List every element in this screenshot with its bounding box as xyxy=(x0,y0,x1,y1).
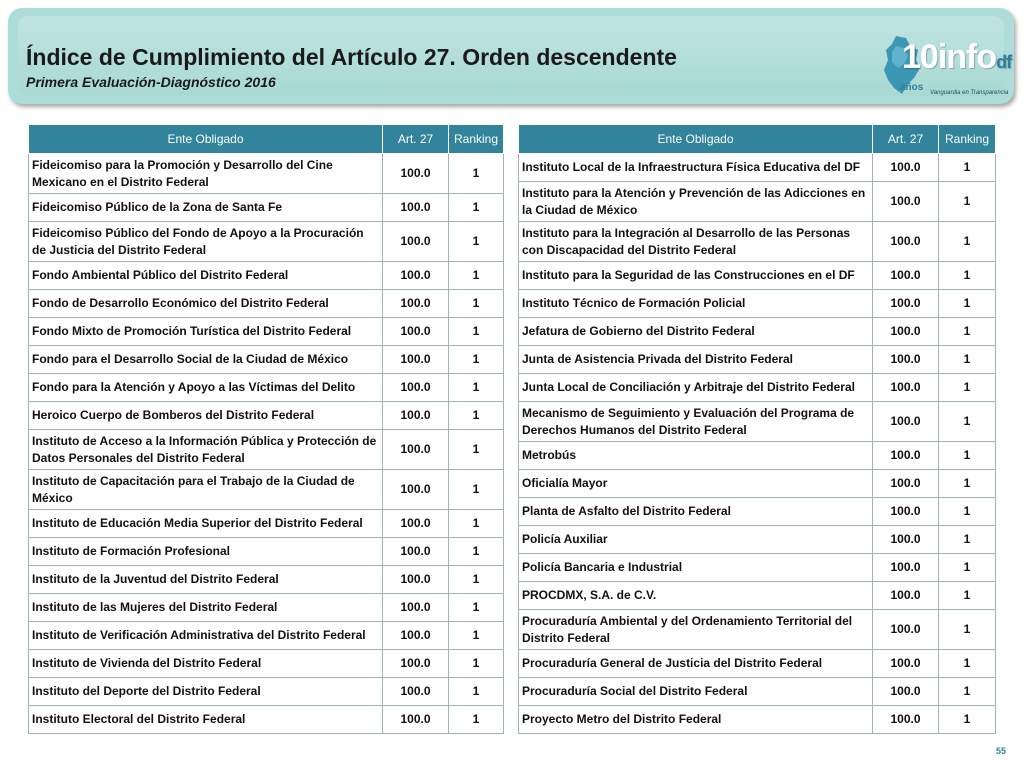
art-27-cell: 100.0 xyxy=(873,154,939,182)
table-row xyxy=(519,222,996,262)
ranking-cell: 1 xyxy=(939,346,996,374)
art-27-cell: 100.0 xyxy=(383,402,449,430)
art-27-cell: 100.0 xyxy=(873,262,939,290)
entity-cell: Policía Auxiliar xyxy=(519,526,873,554)
ranking-cell: 1 xyxy=(449,594,504,622)
table-row xyxy=(519,290,996,318)
art-27-cell: 100.0 xyxy=(383,290,449,318)
art-27-cell: 100.0 xyxy=(383,594,449,622)
logo-tagline: Vanguardia en Transparencia xyxy=(930,90,1009,96)
entity-cell: Instituto para la Atención y Prevención de las Adicciones en la Ciudad de México xyxy=(519,182,873,222)
entity-cell: Instituto Electoral del Distrito Federal xyxy=(29,706,383,734)
art-27-cell: 100.0 xyxy=(873,554,939,582)
table-row xyxy=(519,678,996,706)
ranking-cell: 1 xyxy=(449,650,504,678)
entity-cell: Instituto de la Juventud del Distrito Federal xyxy=(29,566,383,594)
art-27-cell: 100.0 xyxy=(383,154,449,194)
entity-cell: Fondo Mixto de Promoción Turística del Distrito Federal xyxy=(29,318,383,346)
entity-cell: Instituto de Capacitación para el Trabajo de la Ciudad de México xyxy=(29,470,383,510)
page-subtitle: Primera Evaluación-Diagnóstico 2016 xyxy=(26,74,276,90)
entity-cell: Fondo para el Desarrollo Social de la Ciudad de México xyxy=(29,346,383,374)
ranking-cell: 1 xyxy=(939,610,996,650)
art-27-cell: 100.0 xyxy=(383,706,449,734)
entity-cell: Instituto Técnico de Formación Policial xyxy=(519,290,873,318)
table-row xyxy=(519,262,996,290)
art-27-cell: 100.0 xyxy=(383,538,449,566)
table-row xyxy=(29,650,504,678)
table-row xyxy=(519,554,996,582)
ranking-cell: 1 xyxy=(449,706,504,734)
header-ente-obligado: Ente Obligado xyxy=(29,125,383,154)
table-row xyxy=(29,510,504,538)
table-row xyxy=(29,430,504,470)
ranking-cell: 1 xyxy=(939,290,996,318)
art-27-cell: 100.0 xyxy=(383,262,449,290)
art-27-cell: 100.0 xyxy=(873,678,939,706)
entity-cell: PROCDMX, S.A. de C.V. xyxy=(519,582,873,610)
table-row xyxy=(29,470,504,510)
title-banner xyxy=(8,8,1014,104)
table-row xyxy=(519,182,996,222)
ranking-cell: 1 xyxy=(449,222,504,262)
art-27-cell: 100.0 xyxy=(383,470,449,510)
entity-cell: Instituto para la Seguridad de las Construcciones en el DF xyxy=(519,262,873,290)
ranking-cell: 1 xyxy=(939,498,996,526)
entity-cell: Instituto de Educación Media Superior del Distrito Federal xyxy=(29,510,383,538)
table-row xyxy=(519,154,996,182)
table-row xyxy=(519,706,996,734)
table-row xyxy=(29,622,504,650)
ranking-table-right xyxy=(518,124,996,734)
art-27-cell: 100.0 xyxy=(873,318,939,346)
entity-cell: Planta de Asfalto del Distrito Federal xyxy=(519,498,873,526)
entity-cell: Fideicomiso para la Promoción y Desarrollo del Cine Mexicano en el Distrito Federal xyxy=(29,154,383,194)
logo-wordmark: 10infodf xyxy=(902,38,1012,76)
entity-cell: Procuraduría General de Justicia del Distrito Federal xyxy=(519,650,873,678)
art-27-cell: 100.0 xyxy=(873,374,939,402)
art-27-cell: 100.0 xyxy=(873,706,939,734)
header-art-27: Art. 27 xyxy=(873,125,939,154)
art-27-cell: 100.0 xyxy=(383,510,449,538)
table-row xyxy=(519,402,996,442)
table-row xyxy=(29,594,504,622)
table-row xyxy=(29,318,504,346)
art-27-cell: 100.0 xyxy=(383,650,449,678)
entity-cell: Proyecto Metro del Distrito Federal xyxy=(519,706,873,734)
header-ranking: Ranking xyxy=(449,125,504,154)
art-27-cell: 100.0 xyxy=(383,374,449,402)
table-row xyxy=(29,678,504,706)
entity-cell: Fondo para la Atención y Apoyo a las Víctimas del Delito xyxy=(29,374,383,402)
table-row xyxy=(519,470,996,498)
art-27-cell: 100.0 xyxy=(873,582,939,610)
art-27-cell: 100.0 xyxy=(383,430,449,470)
entity-cell: Instituto del Deporte del Distrito Federal xyxy=(29,678,383,706)
art-27-cell: 100.0 xyxy=(383,318,449,346)
ranking-cell: 1 xyxy=(939,582,996,610)
art-27-cell: 100.0 xyxy=(873,222,939,262)
table-row xyxy=(519,442,996,470)
art-27-cell: 100.0 xyxy=(383,622,449,650)
logo-anos: años xyxy=(900,82,924,93)
entity-cell: Instituto de las Mujeres del Distrito Federal xyxy=(29,594,383,622)
table-row xyxy=(29,290,504,318)
art-27-cell: 100.0 xyxy=(873,442,939,470)
ranking-cell: 1 xyxy=(449,678,504,706)
table-row xyxy=(29,222,504,262)
table-row xyxy=(29,154,504,194)
ranking-cell: 1 xyxy=(939,262,996,290)
ranking-cell: 1 xyxy=(939,554,996,582)
art-27-cell: 100.0 xyxy=(873,290,939,318)
header-ente-obligado: Ente Obligado xyxy=(519,125,873,154)
entity-cell: Junta Local de Conciliación y Arbitraje del Distrito Federal xyxy=(519,374,873,402)
entity-cell: Metrobús xyxy=(519,442,873,470)
table-row xyxy=(519,610,996,650)
art-27-cell: 100.0 xyxy=(873,610,939,650)
entity-cell: Policía Bancaria e Industrial xyxy=(519,554,873,582)
entity-cell: Fondo Ambiental Público del Distrito Federal xyxy=(29,262,383,290)
art-27-cell: 100.0 xyxy=(873,346,939,374)
entity-cell: Instituto de Verificación Administrativa del Distrito Federal xyxy=(29,622,383,650)
entity-cell: Junta de Asistencia Privada del Distrito Federal xyxy=(519,346,873,374)
table-row xyxy=(519,374,996,402)
ranking-cell: 1 xyxy=(939,442,996,470)
ranking-cell: 1 xyxy=(449,402,504,430)
entity-cell: Procuraduría Ambiental y del Ordenamiento Territorial del Distrito Federal xyxy=(519,610,873,650)
art-27-cell: 100.0 xyxy=(383,678,449,706)
ranking-cell: 1 xyxy=(449,290,504,318)
ranking-table-left xyxy=(28,124,504,734)
entity-cell: Instituto de Vivienda del Distrito Federal xyxy=(29,650,383,678)
table-header-row xyxy=(519,125,996,154)
header-art-27: Art. 27 xyxy=(383,125,449,154)
art-27-cell: 100.0 xyxy=(873,182,939,222)
table-row xyxy=(519,526,996,554)
table-row xyxy=(29,706,504,734)
table-row xyxy=(29,538,504,566)
table-row xyxy=(519,498,996,526)
ranking-cell: 1 xyxy=(939,182,996,222)
ranking-cell: 1 xyxy=(449,538,504,566)
art-27-cell: 100.0 xyxy=(873,650,939,678)
table-row xyxy=(519,318,996,346)
table-row xyxy=(29,566,504,594)
art-27-cell: 100.0 xyxy=(383,222,449,262)
ranking-cell: 1 xyxy=(939,706,996,734)
page-number: 55 xyxy=(996,746,1007,756)
art-27-cell: 100.0 xyxy=(873,526,939,554)
art-27-cell: 100.0 xyxy=(383,566,449,594)
ranking-cell: 1 xyxy=(449,510,504,538)
ranking-cell: 1 xyxy=(939,470,996,498)
infodf-logo xyxy=(880,32,1012,104)
table-row xyxy=(519,346,996,374)
ranking-cell: 1 xyxy=(939,650,996,678)
entity-cell: Instituto de Acceso a la Información Pública y Protección de Datos Personales del Distrito Federal xyxy=(29,430,383,470)
entity-cell: Instituto para la Integración al Desarrollo de las Personas con Discapacidad del Distrito Federal xyxy=(519,222,873,262)
entity-cell: Heroico Cuerpo de Bomberos del Distrito Federal xyxy=(29,402,383,430)
ranking-cell: 1 xyxy=(449,470,504,510)
table-row xyxy=(519,582,996,610)
entity-cell: Jefatura de Gobierno del Distrito Federal xyxy=(519,318,873,346)
art-27-cell: 100.0 xyxy=(873,402,939,442)
entity-cell: Fondo de Desarrollo Económico del Distrito Federal xyxy=(29,290,383,318)
art-27-cell: 100.0 xyxy=(383,346,449,374)
ranking-cell: 1 xyxy=(449,566,504,594)
art-27-cell: 100.0 xyxy=(873,498,939,526)
ranking-cell: 1 xyxy=(939,526,996,554)
table-row xyxy=(29,346,504,374)
table-row xyxy=(519,650,996,678)
table-row xyxy=(29,402,504,430)
ranking-cell: 1 xyxy=(449,346,504,374)
table-row xyxy=(29,262,504,290)
ranking-cell: 1 xyxy=(449,318,504,346)
ranking-cell: 1 xyxy=(449,622,504,650)
entity-cell: Procuraduría Social del Distrito Federal xyxy=(519,678,873,706)
ranking-cell: 1 xyxy=(939,318,996,346)
entity-cell: Fideicomiso Público de la Zona de Santa Fe xyxy=(29,194,383,222)
art-27-cell: 100.0 xyxy=(383,194,449,222)
ranking-cell: 1 xyxy=(449,154,504,194)
table-row xyxy=(29,374,504,402)
ranking-cell: 1 xyxy=(449,374,504,402)
page-title: Índice de Cumplimiento del Artículo 27. Orden descendente xyxy=(26,44,677,70)
ranking-cell: 1 xyxy=(939,402,996,442)
table-header-row xyxy=(29,125,504,154)
entity-cell: Oficialía Mayor xyxy=(519,470,873,498)
ranking-cell: 1 xyxy=(449,430,504,470)
entity-cell: Mecanismo de Seguimiento y Evaluación del Programa de Derechos Humanos del Distrito Federal xyxy=(519,402,873,442)
entity-cell: Instituto Local de la Infraestructura Física Educativa del DF xyxy=(519,154,873,182)
ranking-cell: 1 xyxy=(939,678,996,706)
table-row xyxy=(29,194,504,222)
entity-cell: Instituto de Formación Profesional xyxy=(29,538,383,566)
entity-cell: Fideicomiso Público del Fondo de Apoyo a la Procuración de Justicia del Distrito Federal xyxy=(29,222,383,262)
ranking-cell: 1 xyxy=(449,194,504,222)
ranking-cell: 1 xyxy=(939,154,996,182)
ranking-cell: 1 xyxy=(449,262,504,290)
ranking-cell: 1 xyxy=(939,222,996,262)
art-27-cell: 100.0 xyxy=(873,470,939,498)
header-ranking: Ranking xyxy=(939,125,996,154)
ranking-cell: 1 xyxy=(939,374,996,402)
